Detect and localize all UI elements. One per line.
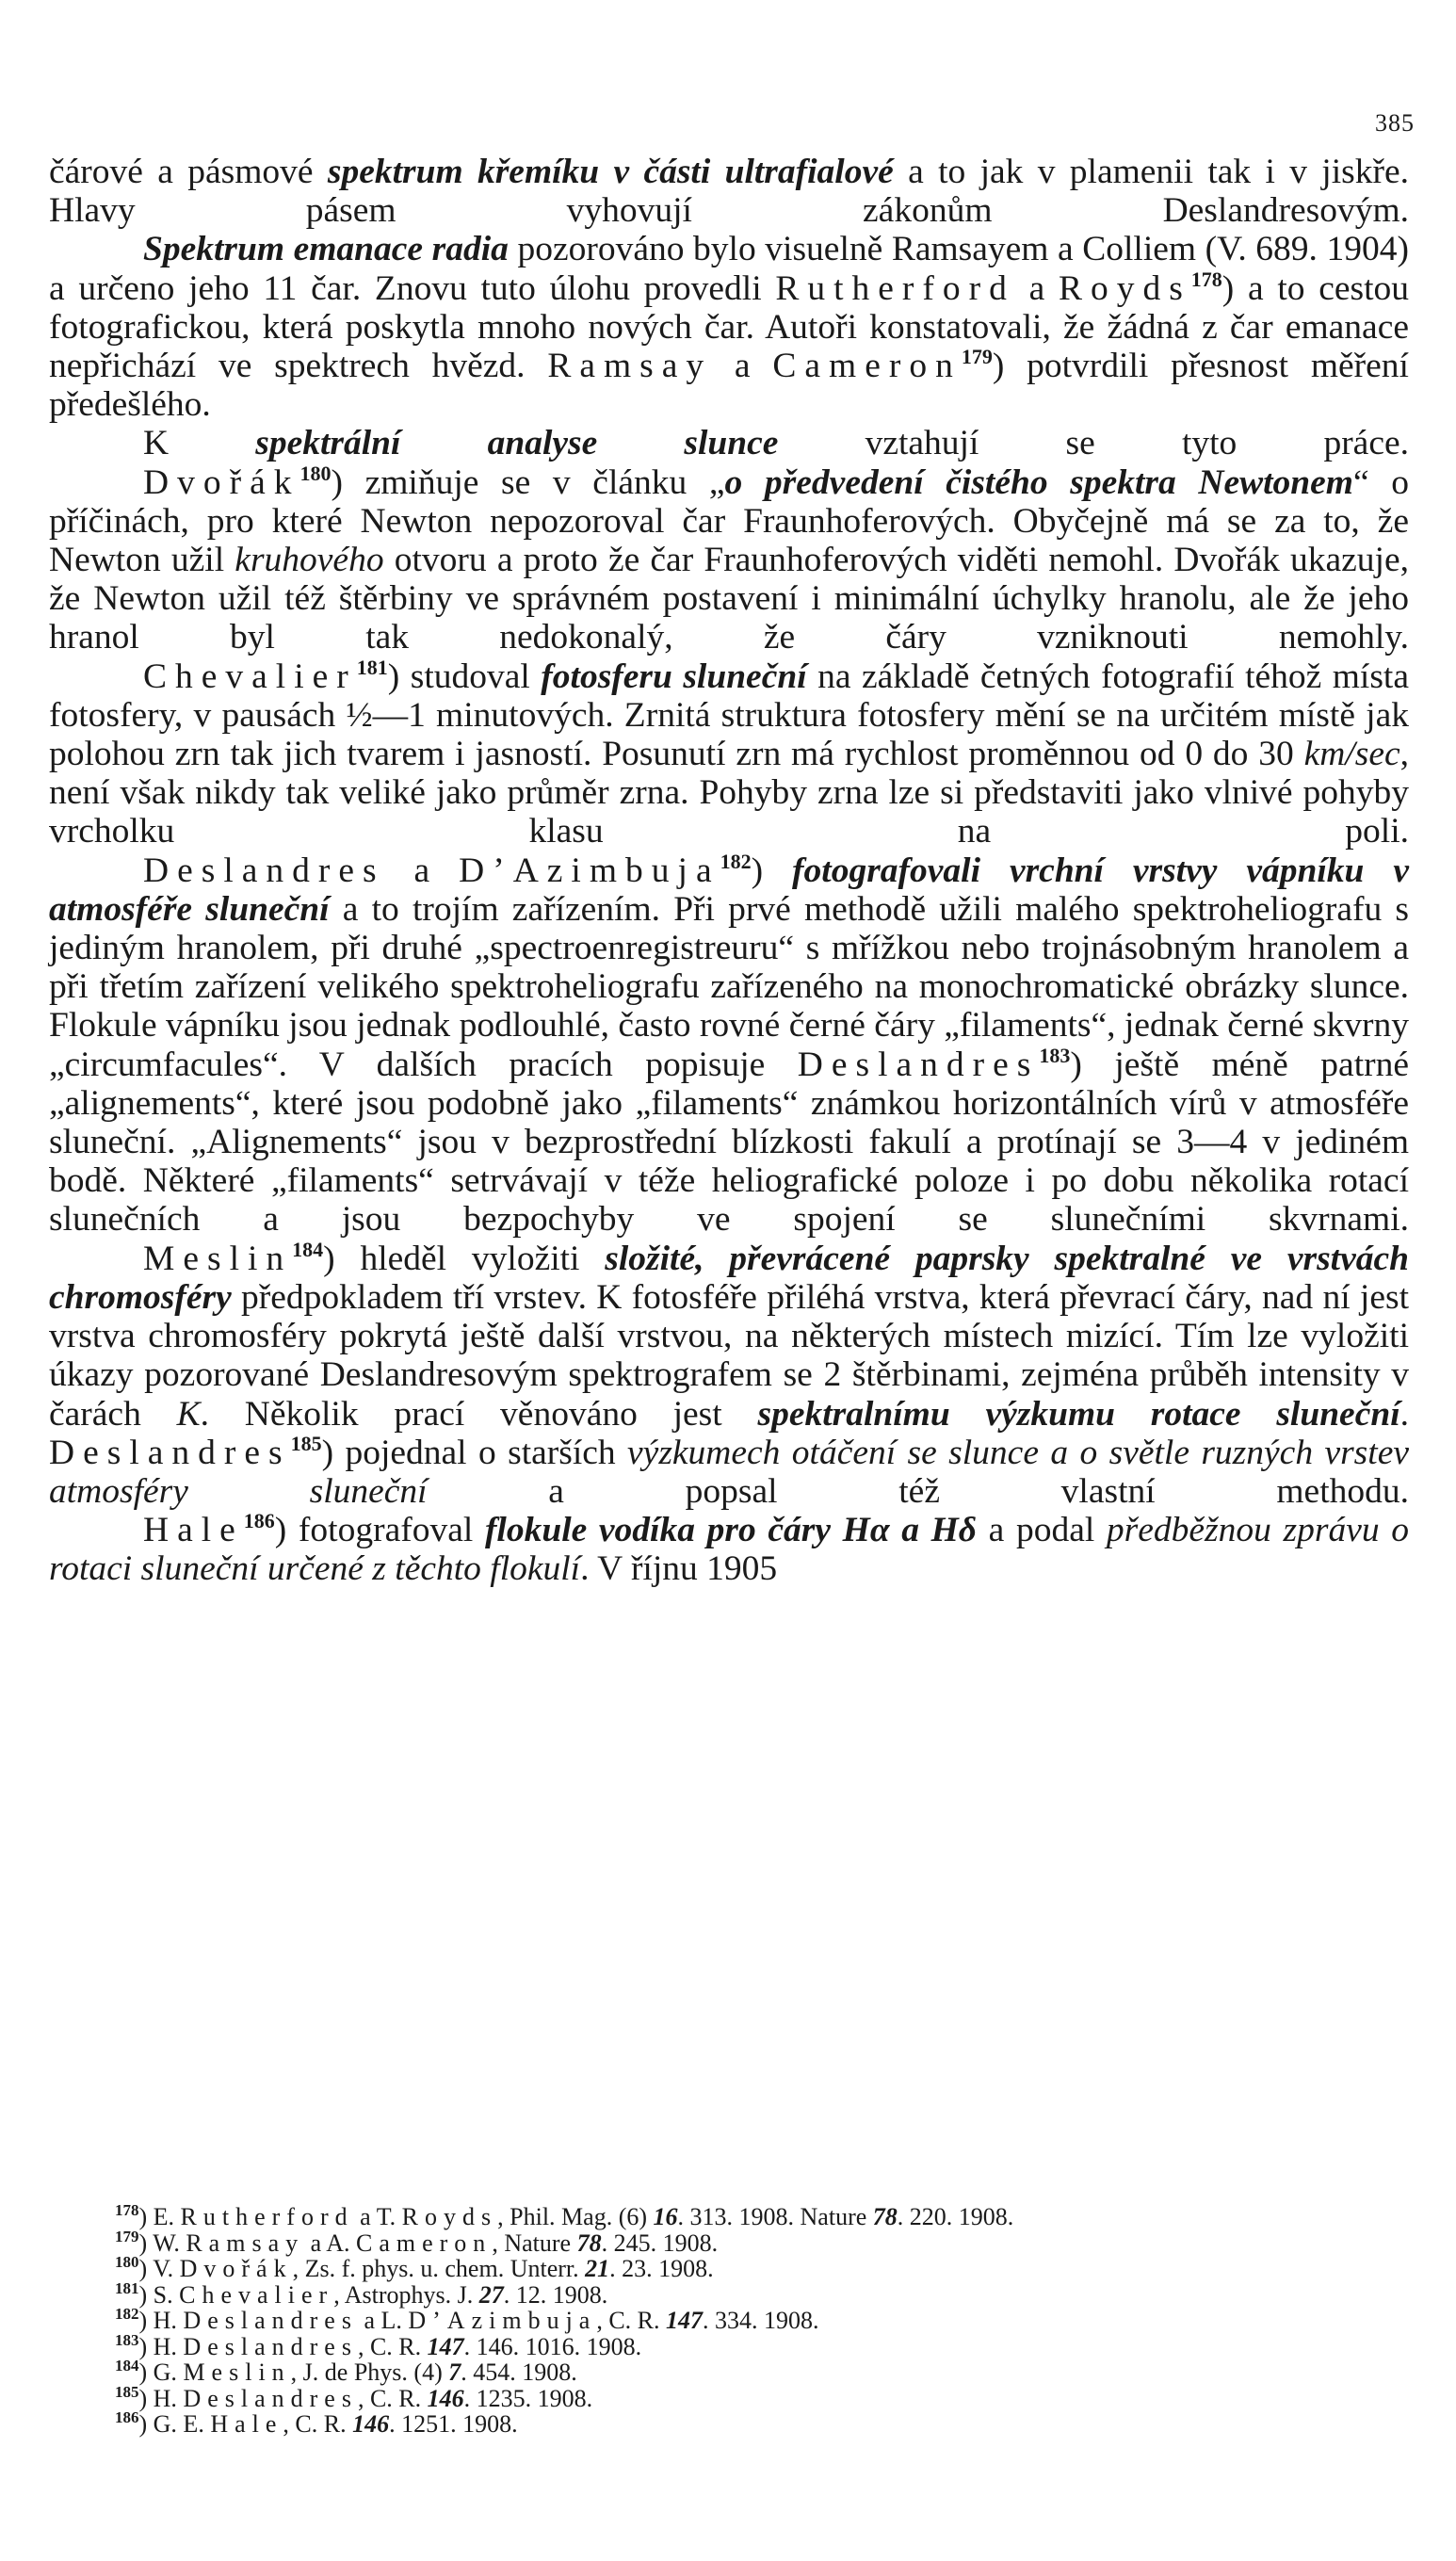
spaced-name: Meslin bbox=[183, 2358, 291, 2386]
text-run: ) potvrdili přesnost měření předešlého. bbox=[49, 347, 1409, 425]
text-run: ) ještě méně patrné „alignements“, které jsou podobně jako „filaments“ známkou horizontálních vírů v atmosféře sluneční. „Alignements“ jsou v bezprostřední blízkosti fakulí a protínají se 3—4 v jediném bodě. Některé „filaments“ setrvávají v téže heliografické poloze i po dobu několika rotací slunečních a jsou bezpochyby ve spojení se slunečními skvrnami. bbox=[49, 1045, 1409, 1240]
spaced-name: Dvořák bbox=[143, 462, 300, 502]
text-run: K bbox=[143, 424, 256, 463]
footnote-ref: 182 bbox=[115, 2305, 139, 2323]
text-run: předpokladem tří vrstev. K fotosféře přiléhá vrstva, která převrací čáry, nad ní jest vrstva chromosféry pokrytá ještě další vrstvou, na některých místech mizící. Tím lze vyložiti úkazy pozorované Deslandresovým spektrografem se 2 štěrbinami, zejména průběh intensity v čarách bbox=[49, 1277, 1409, 1434]
footnote bbox=[49, 2227, 1409, 2257]
text-run: a L. bbox=[357, 2307, 409, 2334]
text-run: . 12. 1908. bbox=[503, 2280, 608, 2309]
footnote-ref: 185 bbox=[115, 2382, 139, 2401]
footnote-ref: 180 bbox=[115, 2253, 139, 2271]
spaced-name: Deslandres bbox=[797, 1045, 1040, 1084]
footnote-ref: 180 bbox=[299, 461, 332, 485]
text-run: , C. R. bbox=[596, 2307, 667, 2334]
footnote-ref: 184 bbox=[115, 2357, 139, 2375]
footnote-ref: 178 bbox=[115, 2201, 139, 2219]
text-run: ) pojednal o starších bbox=[321, 1433, 628, 1472]
spaced-name: Chevalier bbox=[179, 2280, 334, 2309]
text-run: , Astrophys. J. bbox=[333, 2280, 479, 2309]
spaced-name: Ramsay bbox=[186, 2229, 305, 2257]
emphasis-text: fotografovali vrchní vrstvy vápníku v atmosféře sluneční bbox=[49, 851, 1409, 929]
spaced-name: Royds bbox=[401, 2203, 498, 2230]
footnote-ref: 178 bbox=[1190, 267, 1222, 291]
spaced-name: Deslandres bbox=[49, 1433, 291, 1472]
text-run: a bbox=[384, 851, 460, 890]
volume-number: 16 bbox=[653, 2203, 678, 2230]
footnote bbox=[49, 2201, 1409, 2230]
text-run: a A. bbox=[304, 2229, 356, 2257]
paragraph bbox=[49, 851, 1409, 1240]
text-run: ) fotografoval bbox=[274, 1511, 485, 1550]
text-run: ) H. bbox=[138, 2332, 184, 2360]
spaced-name: Deslandres bbox=[183, 2332, 358, 2360]
body-text bbox=[49, 153, 1409, 1589]
text-run: . 245. 1908. bbox=[601, 2229, 719, 2257]
text-run: , Nature bbox=[492, 2229, 577, 2257]
text-run: pozorováno bylo visuelně Ramsayem a Colliem (V. 689. 1904) a určeno jeho 11 čar. Znovu tuto úlohu provedli bbox=[49, 230, 1409, 308]
text-run: ) G. E. bbox=[138, 2410, 211, 2438]
spaced-name: Rutherford bbox=[180, 2203, 354, 2230]
text-run: , J. de Phys. (4) bbox=[290, 2358, 449, 2386]
volume-number: 147 bbox=[666, 2307, 704, 2334]
text-run: ) S. bbox=[138, 2280, 180, 2309]
text-run: ) G. bbox=[138, 2358, 184, 2386]
spaced-name: Chevalier bbox=[143, 656, 357, 696]
text-run: , C. R. bbox=[357, 2332, 428, 2360]
text-run: “ o příčinách, pro které Newton nepozoroval čar Fraunhoferových. Obyčejně má se za to, že Newton užil bbox=[49, 462, 1409, 580]
text-run: ) H. bbox=[138, 2384, 184, 2412]
footnote-ref: 183 bbox=[115, 2330, 139, 2349]
spaced-name: Ramsay bbox=[547, 347, 713, 386]
text-run: ) bbox=[751, 851, 793, 890]
spaced-name: Royds bbox=[1058, 268, 1191, 308]
text-run: . 220. 1908. bbox=[897, 2203, 1014, 2230]
text-run: , Zs. f. phys. u. chem. Unterr. bbox=[292, 2255, 586, 2282]
text-run: ) V. bbox=[138, 2255, 180, 2282]
spaced-name: Cameron bbox=[772, 347, 962, 386]
text-run: ) W. bbox=[138, 2229, 186, 2257]
footnote-ref: 186 bbox=[243, 1509, 275, 1533]
volume-number: 7 bbox=[448, 2358, 461, 2386]
text-run: otvoru a proto že čar Fraunhoferových viděti nemohl. Dvořák ukazuje, že Newton užil též štěrbiny ve správném postavení i minimální úchylky hranolu, ale že jeho hranol byl tak nedokonalý, že čáry vzniknouti nemohly. bbox=[49, 541, 1409, 657]
footnote-ref: 179 bbox=[961, 345, 993, 369]
spaced-name: D’Azimbuja bbox=[459, 851, 720, 890]
volume-number: 21 bbox=[585, 2255, 610, 2282]
text-run: ) H. bbox=[138, 2307, 184, 2334]
paragraph bbox=[49, 657, 1409, 851]
emphasis-text: fotosferu sluneční bbox=[541, 656, 807, 696]
emphasis-text: flokule vodíka pro čáry Hα a Hδ bbox=[484, 1511, 977, 1550]
italic-text: K bbox=[176, 1394, 201, 1434]
italic-text: předběžnou zprávu o rotaci sluneční určené z těchto flokulí bbox=[49, 1511, 1410, 1589]
text-run: . 1235. 1908. bbox=[463, 2384, 593, 2412]
footnotes bbox=[49, 2201, 1409, 2438]
spaced-name: Deslandres bbox=[183, 2384, 358, 2412]
text-run: a podal bbox=[977, 1511, 1107, 1550]
italic-text: kruhového bbox=[235, 541, 384, 580]
spaced-name: Dvořák bbox=[179, 2255, 293, 2282]
text-run: . 23. 1908. bbox=[609, 2255, 714, 2282]
spaced-name: Deslandres bbox=[143, 851, 385, 890]
text-run: . 146. 1016. 1908. bbox=[463, 2332, 642, 2360]
footnote-ref: 182 bbox=[720, 849, 752, 873]
text-run: ) hleděl vyložiti bbox=[323, 1239, 606, 1278]
text-run: , není však nikdy tak veliké jako průměr zrna. Pohyby zrna lze si představiti jako vlnivé pohyby vrcholku klasu na poli. bbox=[49, 735, 1409, 851]
paragraph bbox=[49, 153, 1409, 230]
spaced-name: Deslandres bbox=[183, 2307, 358, 2334]
paragraph bbox=[49, 230, 1409, 424]
volume-number: 146 bbox=[427, 2384, 464, 2412]
text-run: . 313. 1908. Nature bbox=[677, 2203, 873, 2230]
paragraph bbox=[49, 1237, 1409, 1511]
paragraph bbox=[49, 1511, 1409, 1588]
page-number: 385 bbox=[1375, 109, 1415, 137]
footnote bbox=[49, 2382, 1409, 2412]
footnote-ref: 179 bbox=[115, 2227, 139, 2245]
footnote bbox=[49, 2359, 1409, 2386]
text-run: . 334. 1908. bbox=[703, 2307, 819, 2334]
text-run: ) a to cestou fotografickou, která poskytla mnoho nových čar. Autoři konstatovali, že žádná z čar emanace nepřichází ve spektrech hvězd. bbox=[49, 268, 1409, 386]
spaced-name: Cameron bbox=[356, 2229, 493, 2257]
text-run: a bbox=[1014, 268, 1059, 308]
emphasis-text: složité, převrácené paprsky spektralné ve vrstvách chromosféry bbox=[49, 1239, 1409, 1317]
text-run: a to trojím zařízením. Při prvé methodě užili malého spektroheliografu s jediným hranolem, při druhé „spectroenregistreuru“ s mřížkou nebo trojnásobným hranolem a při třetím zařízení velikého spektroheliografu zařízeného na monochromatické obrázky slunce. Flokule vápníku jsou jednak podlouhlé, často rovné černé čáry „filaments“, jednak černé skvrny „circumfacules“. V dalších pracích popisuje bbox=[49, 889, 1410, 1084]
text-run: . bbox=[1399, 1394, 1409, 1434]
text-run: . 1251. 1908. bbox=[389, 2410, 518, 2438]
italic-text: km/sec bbox=[1303, 735, 1400, 774]
spaced-name: D’Azimbuja bbox=[408, 2307, 597, 2334]
text-run: vztahují se tyto práce. bbox=[778, 424, 1409, 463]
footnote bbox=[49, 2253, 1409, 2282]
spaced-name: Meslin bbox=[143, 1239, 293, 1278]
text-run: . V říjnu 1905 bbox=[580, 1549, 778, 1589]
footnote-ref: 181 bbox=[115, 2278, 139, 2297]
text-run: . Několik prací věnováno jest bbox=[200, 1394, 758, 1434]
volume-number: 78 bbox=[576, 2229, 602, 2257]
volume-number: 27 bbox=[478, 2280, 504, 2309]
text-run: ) studoval bbox=[387, 656, 542, 696]
text-run: čárové a pásmové bbox=[49, 153, 328, 191]
text-run: , C. R. bbox=[283, 2410, 353, 2438]
text-run: a T. bbox=[353, 2203, 402, 2230]
text-run: na základě četných fotografií téhož místa fotosfery, v pausách ½—1 minutových. Zrnitá struktura fotosfery mění se na určitém místě jak polohou zrn tak jich tvarem i jasností. Posunutí zrn má rychlost proměnnou od 0 do 30 bbox=[49, 656, 1409, 774]
emphasis-text: spektralnímu výzkumu rotace sluneční bbox=[757, 1394, 1400, 1434]
footnote-ref: 181 bbox=[356, 655, 388, 679]
spaced-name: Hale bbox=[210, 2410, 283, 2438]
footnote-ref: 185 bbox=[290, 1431, 322, 1455]
text-run: ) zmiňuje se v článku „ bbox=[331, 462, 725, 502]
volume-number: 147 bbox=[427, 2332, 464, 2360]
emphasis-text: spektrální analyse slunce bbox=[255, 424, 779, 463]
footnote-ref: 186 bbox=[115, 2408, 139, 2426]
paragraph bbox=[49, 463, 1409, 657]
footnote-ref: 184 bbox=[292, 1237, 324, 1261]
emphasis-text: Spektrum emanace radia bbox=[143, 230, 509, 269]
text-run: ) E. bbox=[138, 2203, 181, 2230]
footnote-ref: 183 bbox=[1039, 1043, 1071, 1067]
footnote bbox=[49, 2305, 1409, 2334]
text-run: , Phil. Mag. (6) bbox=[497, 2203, 654, 2230]
volume-number: 78 bbox=[872, 2203, 898, 2230]
footnote bbox=[49, 2278, 1409, 2309]
paragraph bbox=[49, 424, 1409, 462]
emphasis-text: o předvedení čistého spektra Newtonem bbox=[724, 462, 1353, 502]
text-run: a to jak v plamenii tak i v jiskře. Hlavy pásem vyhovují zákonům Deslandresovým. bbox=[49, 153, 1409, 231]
volume-number: 146 bbox=[352, 2410, 390, 2438]
footnote bbox=[49, 2330, 1409, 2360]
text-run: a bbox=[712, 347, 773, 386]
text-run: . 454. 1908. bbox=[461, 2358, 577, 2386]
text-run: , C. R. bbox=[357, 2384, 428, 2412]
footnote bbox=[49, 2408, 1409, 2438]
italic-text: výzkumech otáčení se slunce a o světle ruzných vrstev atmosféry sluneční bbox=[49, 1433, 1409, 1511]
spaced-name: Hale bbox=[143, 1511, 244, 1550]
emphasis-text: spektrum křemíku v části ultrafialové bbox=[327, 153, 894, 191]
text-run: a popsal též vlastní methodu. bbox=[427, 1471, 1409, 1511]
spaced-name: Rutherford bbox=[775, 268, 1015, 308]
